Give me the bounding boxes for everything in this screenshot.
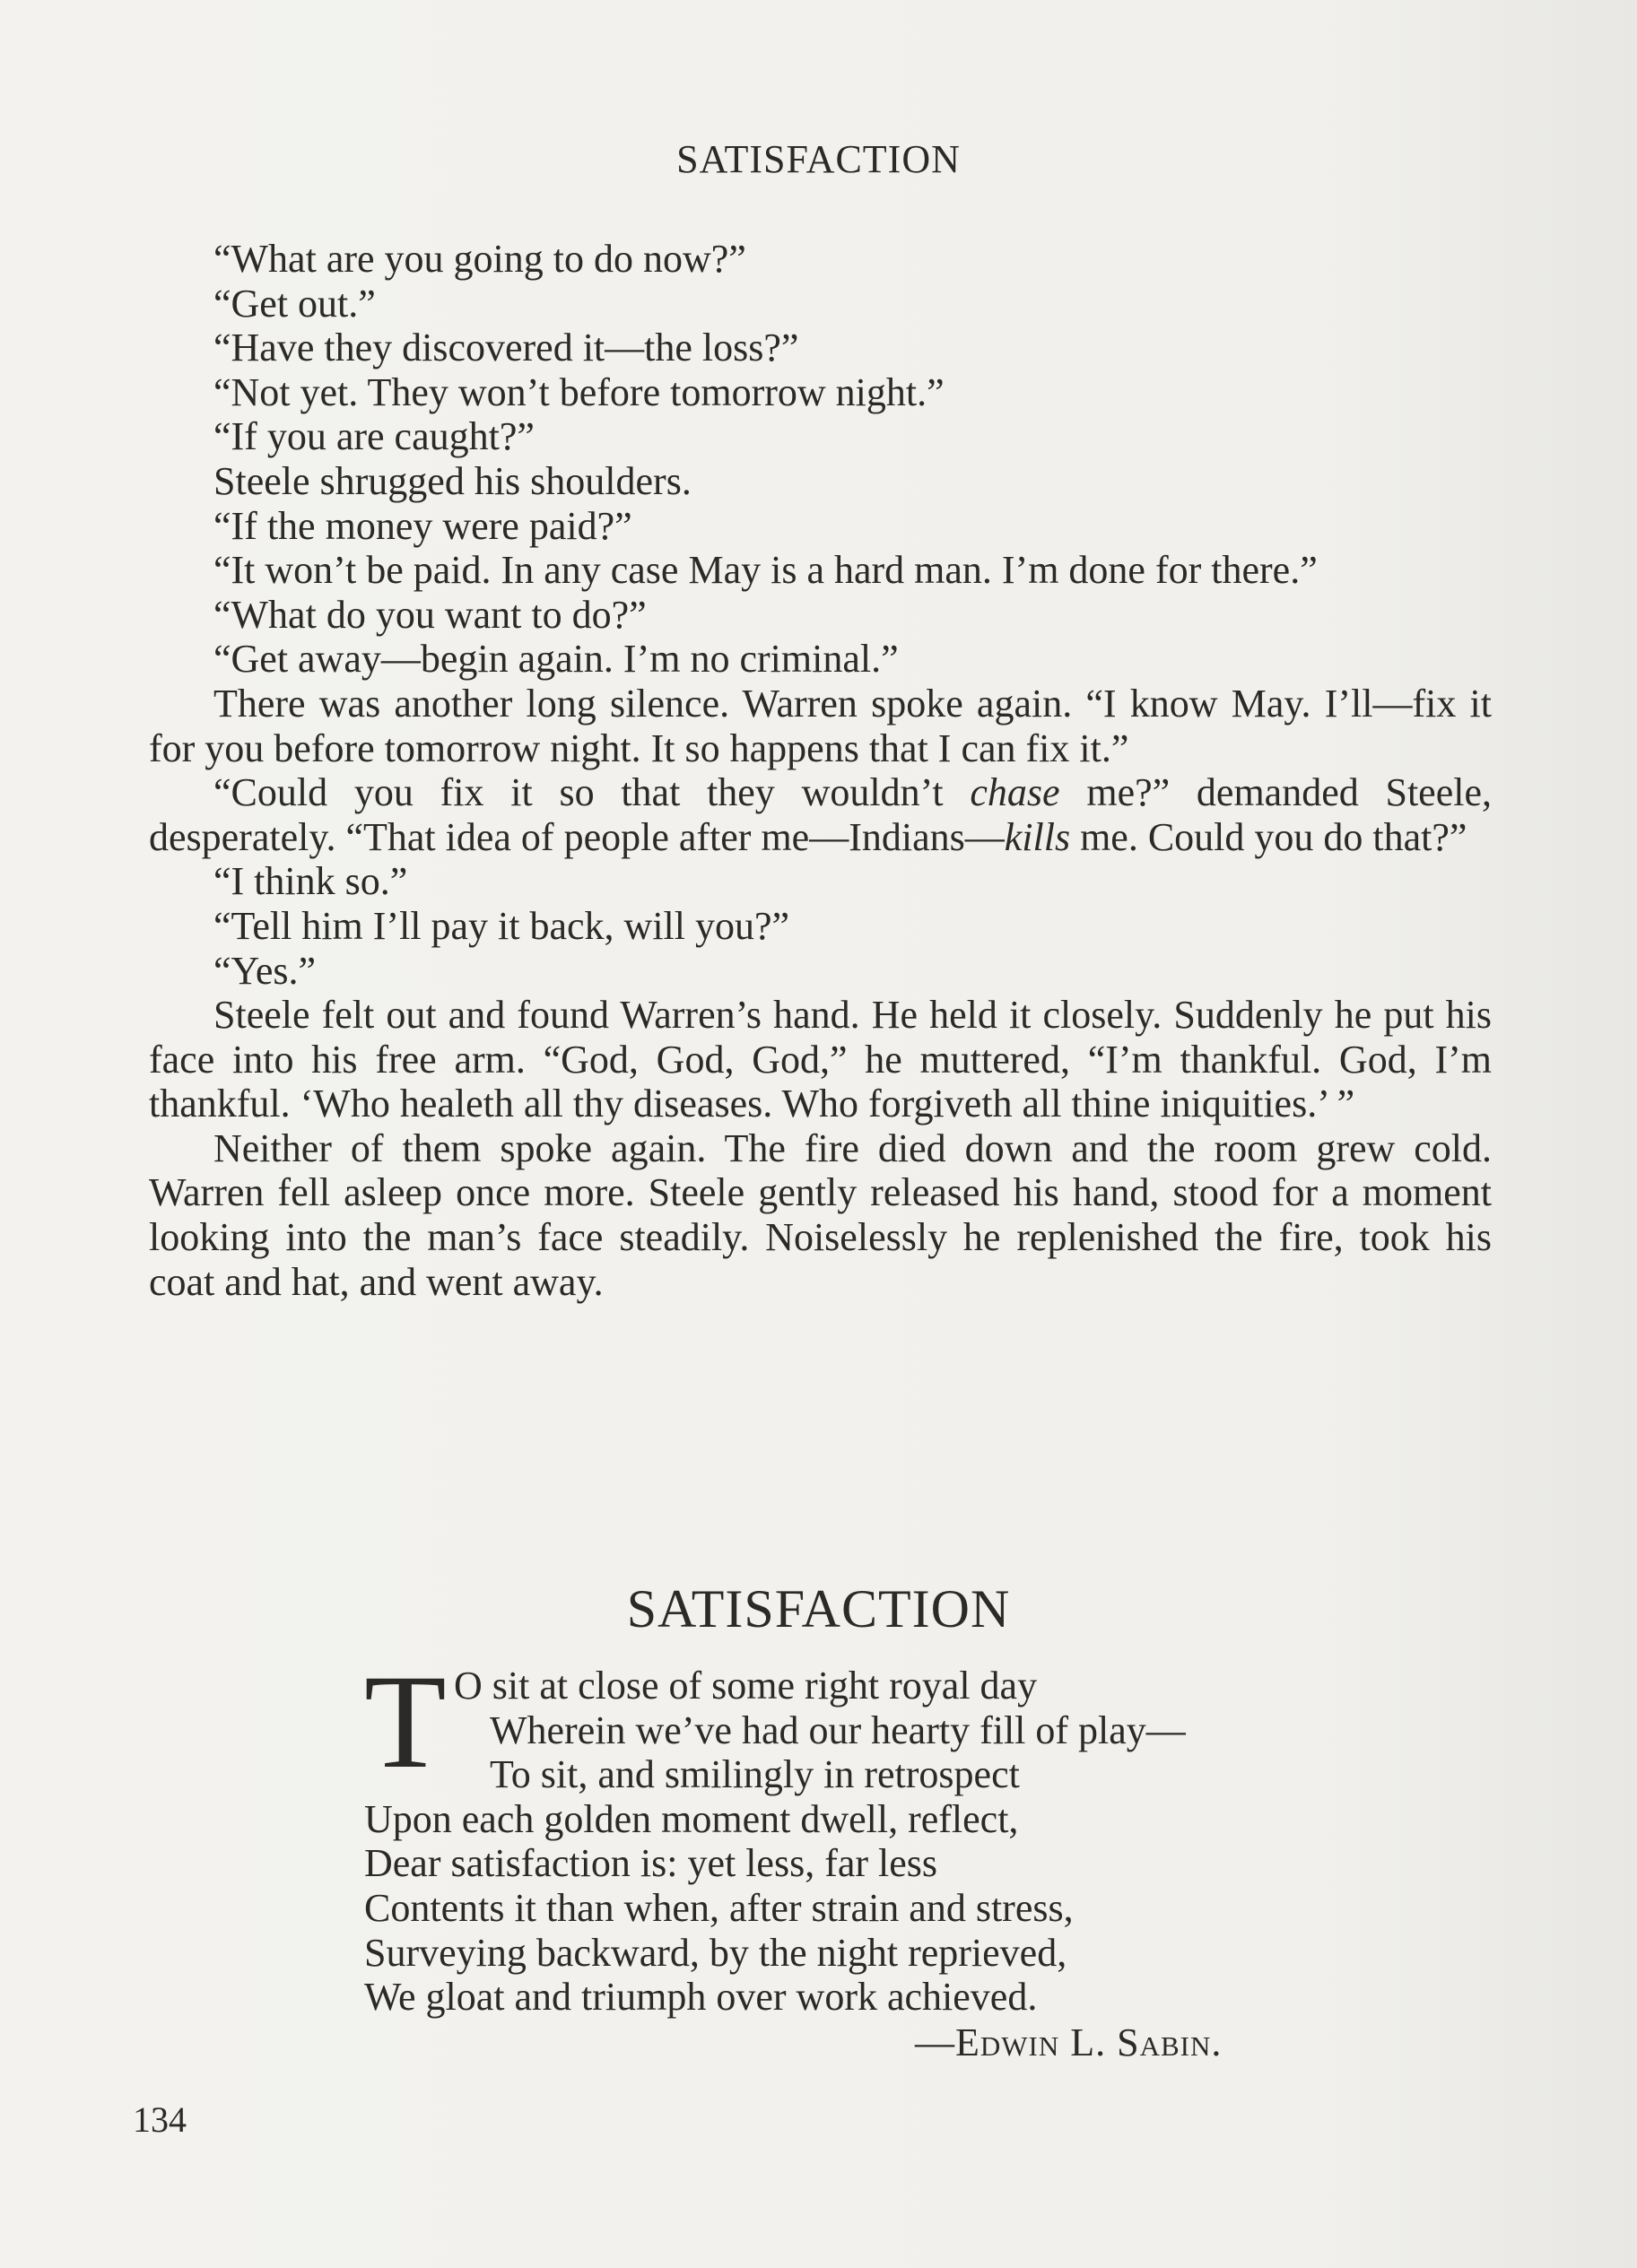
- poem-title: SATISFACTION: [626, 1579, 1011, 1638]
- poem-line: Contents it than when, after strain and stress,: [364, 1885, 1074, 1930]
- story-paragraph: “Not yet. They won’t before tomorrow night.”: [213, 369, 945, 414]
- story-paragraph: “Tell him I’ll pay it back, will you?”: [213, 903, 790, 948]
- story-paragraph: “Get away—begin again. I’m no criminal.”: [213, 637, 899, 682]
- story-text: [149, 237, 1492, 1304]
- poem-attribution: —Edwin L. Sabin.: [915, 2020, 1223, 2064]
- author-name: Edwin L. Sabin.: [955, 2020, 1223, 2064]
- story-paragraph: Neither of them spoke again. The fire died down and the room grew cold. Warren fell asleep once more. Steele gently released his hand, stood for a moment looking into the man’s face steadily. Noiselessly he replenished the fire, took his coat and hat, and went away.: [149, 1125, 1492, 1304]
- story-paragraph: “I think so.”: [213, 859, 408, 904]
- running-title: SATISFACTION: [676, 137, 961, 181]
- story-paragraph: “If you are caught?”: [213, 414, 535, 459]
- poem-body: [364, 1647, 1396, 2020]
- story-paragraph: Steele shrugged his shoulders.: [213, 458, 692, 503]
- poem-line: Dear satisfaction is: yet less, far less: [364, 1841, 938, 1886]
- story-paragraph: “What are you going to do now?”: [213, 237, 746, 281]
- story-paragraph: “What do you want to do?”: [213, 592, 647, 637]
- story-paragraph: “It won’t be paid. In any case May is a hard man. I’m done for there.”: [213, 548, 1318, 593]
- poem-line: Upon each golden moment dwell, reflect,: [364, 1796, 1019, 1841]
- poem-line: To sit, and smilingly in retrospect: [490, 1752, 1020, 1797]
- poem-line: Surveying backward, by the night reprieved,: [364, 1930, 1067, 1975]
- poem-line: Wherein we’ve had our hearty fill of play—: [490, 1708, 1186, 1752]
- emphasis-kills: kills: [1004, 814, 1071, 859]
- story-paragraph: “Have they discovered it—the loss?”: [213, 326, 799, 370]
- emphasis-chase: chase: [970, 770, 1060, 815]
- story-paragraph-italic: “Could you fix it so that they wouldn’t chase me?” demanded Steele, desperately. “That idea of people after me—Indians—kills me. Could you do that?”: [149, 770, 1492, 859]
- story-paragraph: Steele felt out and found Warren’s hand. He held it closely. Suddenly he put his face into his free arm. “God, God, God,” he muttered, “I’m thankful. God, I’m thankful. ‘Who healeth all thy diseases. Who forgiveth all thine iniquities.’ ”: [149, 993, 1492, 1126]
- story-paragraph: “Yes.”: [213, 948, 317, 993]
- drop-cap: T: [364, 1647, 447, 1796]
- story-paragraph: “Get out.”: [213, 281, 376, 326]
- story-paragraph: There was another long silence. Warren spoke again. “I know May. I’ll—fix it for you before tomorrow night. It so happens that I can fix it.”: [149, 681, 1492, 770]
- story-paragraph: “If the money were paid?”: [213, 503, 632, 548]
- poem-line: We gloat and triumph over work achieved.: [364, 1975, 1038, 2020]
- poem-line: O sit at close of some right royal day: [454, 1664, 1038, 1708]
- page-number: 134: [133, 2099, 187, 2140]
